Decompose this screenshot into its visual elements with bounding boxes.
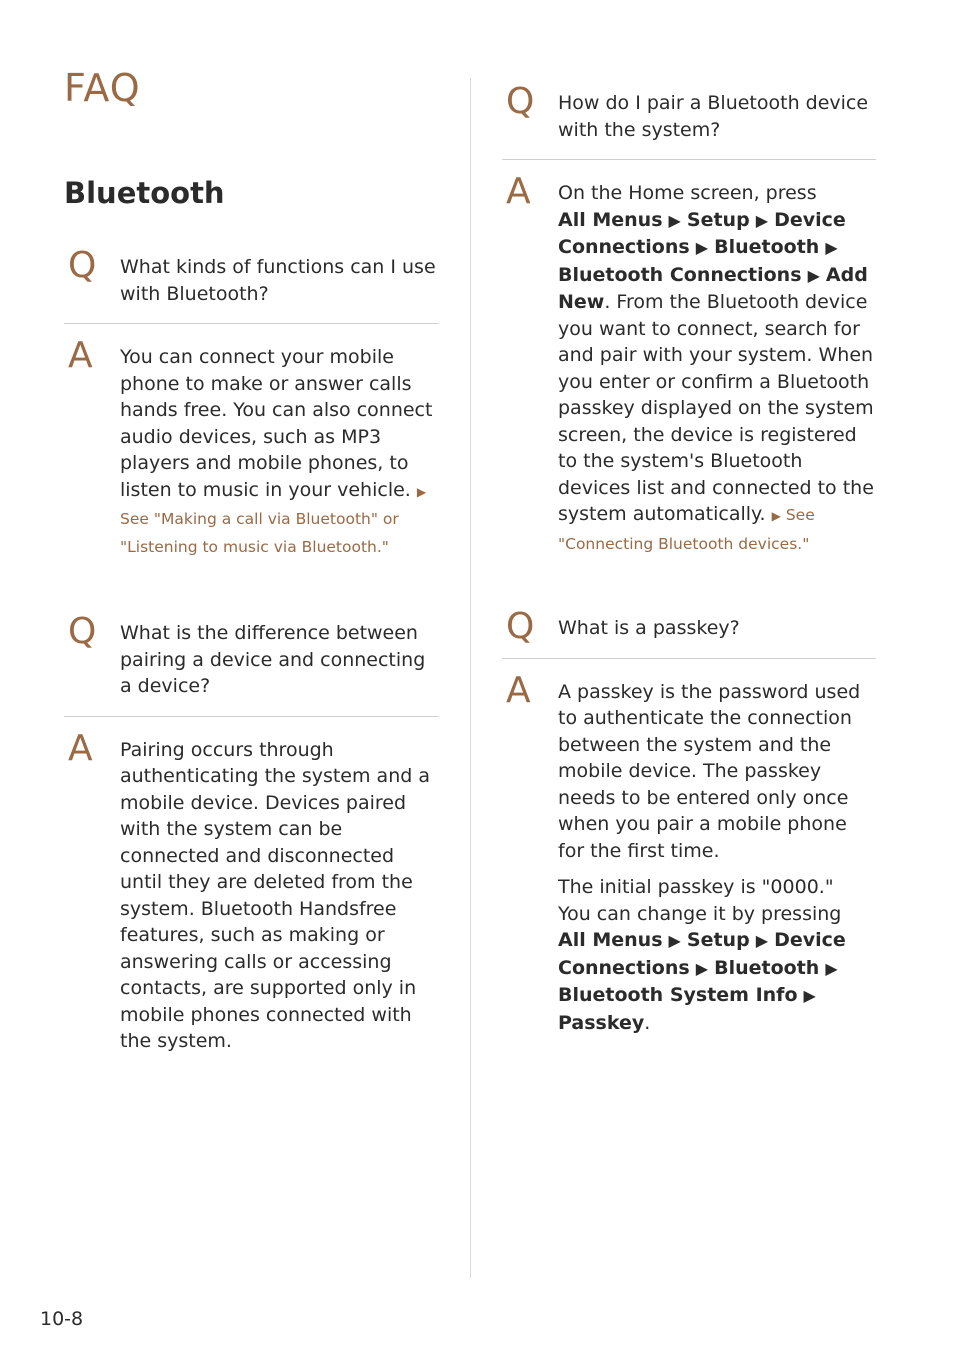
answer-1-body: You can connect your mobile phone to make or answer calls hands free. You can also connect audio devices, such as MP3 players and mobile phones, to listen to music in your vehicle. [120,346,433,501]
reference-text: See "Making a call via Bluetooth" or "Listening to music via Bluetooth." [120,510,399,556]
answer-mark-icon: A [506,171,531,212]
section-title: Bluetooth [64,176,225,210]
arrow-icon: ▶ [755,931,769,950]
menu-path-item: Bluetooth [714,236,820,258]
answer-mark-icon: A [506,669,531,711]
menu-path-item: Bluetooth [714,956,820,979]
menu-path-item: Add New [558,263,868,313]
question-mark-icon: Q [506,81,535,122]
answer-2 [64,727,439,1055]
answer-4-extra [558,874,876,1036]
answer-3 [502,171,876,557]
answer-mark-icon: A [68,727,93,769]
column-divider [470,78,471,1278]
question-4-text: What is a passkey? [558,617,740,639]
arrow-icon: ▶ [755,210,769,230]
menu-path-item: Setup [686,208,750,231]
reference-text: See "Connecting Bluetooth devices." [558,506,815,553]
menu-path-item: Bluetooth Connections [558,263,802,286]
answer-mark-icon: A [68,335,93,376]
question-2 [64,611,439,700]
page-title: FAQ [64,66,141,110]
answer-4-line2: You can change it by pressing [558,902,842,925]
question-mark-icon: Q [68,245,97,286]
answer-1-text [120,344,439,560]
answer-4-text: A passkey is the password used to authenticate the connection between the system and the mobile device. The passkey needs to be entered only once when you pair a mobile phone for the first time. [558,680,861,862]
question-1-text: What kinds of functions can I use with Bluetooth? [120,256,436,305]
qa-divider [64,323,439,324]
menu-path-item: All Menus [558,929,663,951]
arrow-icon: ▶ [771,509,781,523]
question-2-text: What is the difference between pairing a device and connecting a device? [120,622,426,697]
right-column [502,81,876,1036]
left-column [64,245,439,1055]
question-mark-icon: Q [68,611,97,652]
answer-2-text: Pairing occurs through authenticating the system and a mobile device. Devices paired with the system can be connected and disconnected until they are deleted from the system. Bluetooth Handsfree features, such as making or answering calls or accessing contacts, are supported only in mobile phones connected with the system. [120,738,430,1052]
menu-path-item: Bluetooth System Info [558,984,798,1006]
arrow-icon: ▶ [695,238,709,257]
page-number: 10-8 [40,1308,84,1330]
answer-4-line1: The initial passkey is "0000." [558,876,834,898]
answer-3-text [558,180,876,557]
answer-4 [502,669,876,1037]
arrow-icon: ▶ [807,265,820,285]
answer-4-end: . [644,1011,651,1034]
arrow-icon: ▶ [695,958,709,978]
question-1 [64,245,439,307]
answer-3-body: . From the Bluetooth device you want to connect, search for and pair with your system. When you enter or confirm a Bluetooth passkey displayed on the system screen, the device is registered to the system's Bluetooth devices list and connected to the system automatically. [558,291,874,525]
menu-path-item: Device Connections [558,208,846,258]
question-3-text: How do I pair a Bluetooth device with the system? [558,92,869,141]
question-3 [502,81,876,143]
qa-divider [64,716,439,717]
answer-1 [64,335,439,560]
menu-path-item: Setup [686,929,750,951]
menu-path-item: All Menus [558,208,663,231]
menu-path-item: Device Connections [558,929,846,979]
arrow-icon: ▶ [825,238,838,257]
menu-path-item: Passkey [558,1011,645,1034]
arrow-icon: ▶ [416,484,427,499]
arrow-icon: ▶ [825,958,838,978]
answer-3-intro: On the Home screen, press [558,182,817,204]
question-mark-icon: Q [506,606,535,647]
question-4 [502,606,876,647]
arrow-icon: ▶ [668,210,681,230]
qa-divider [502,658,876,659]
arrow-icon: ▶ [803,986,816,1005]
qa-divider [502,159,876,160]
arrow-icon: ▶ [668,931,681,950]
